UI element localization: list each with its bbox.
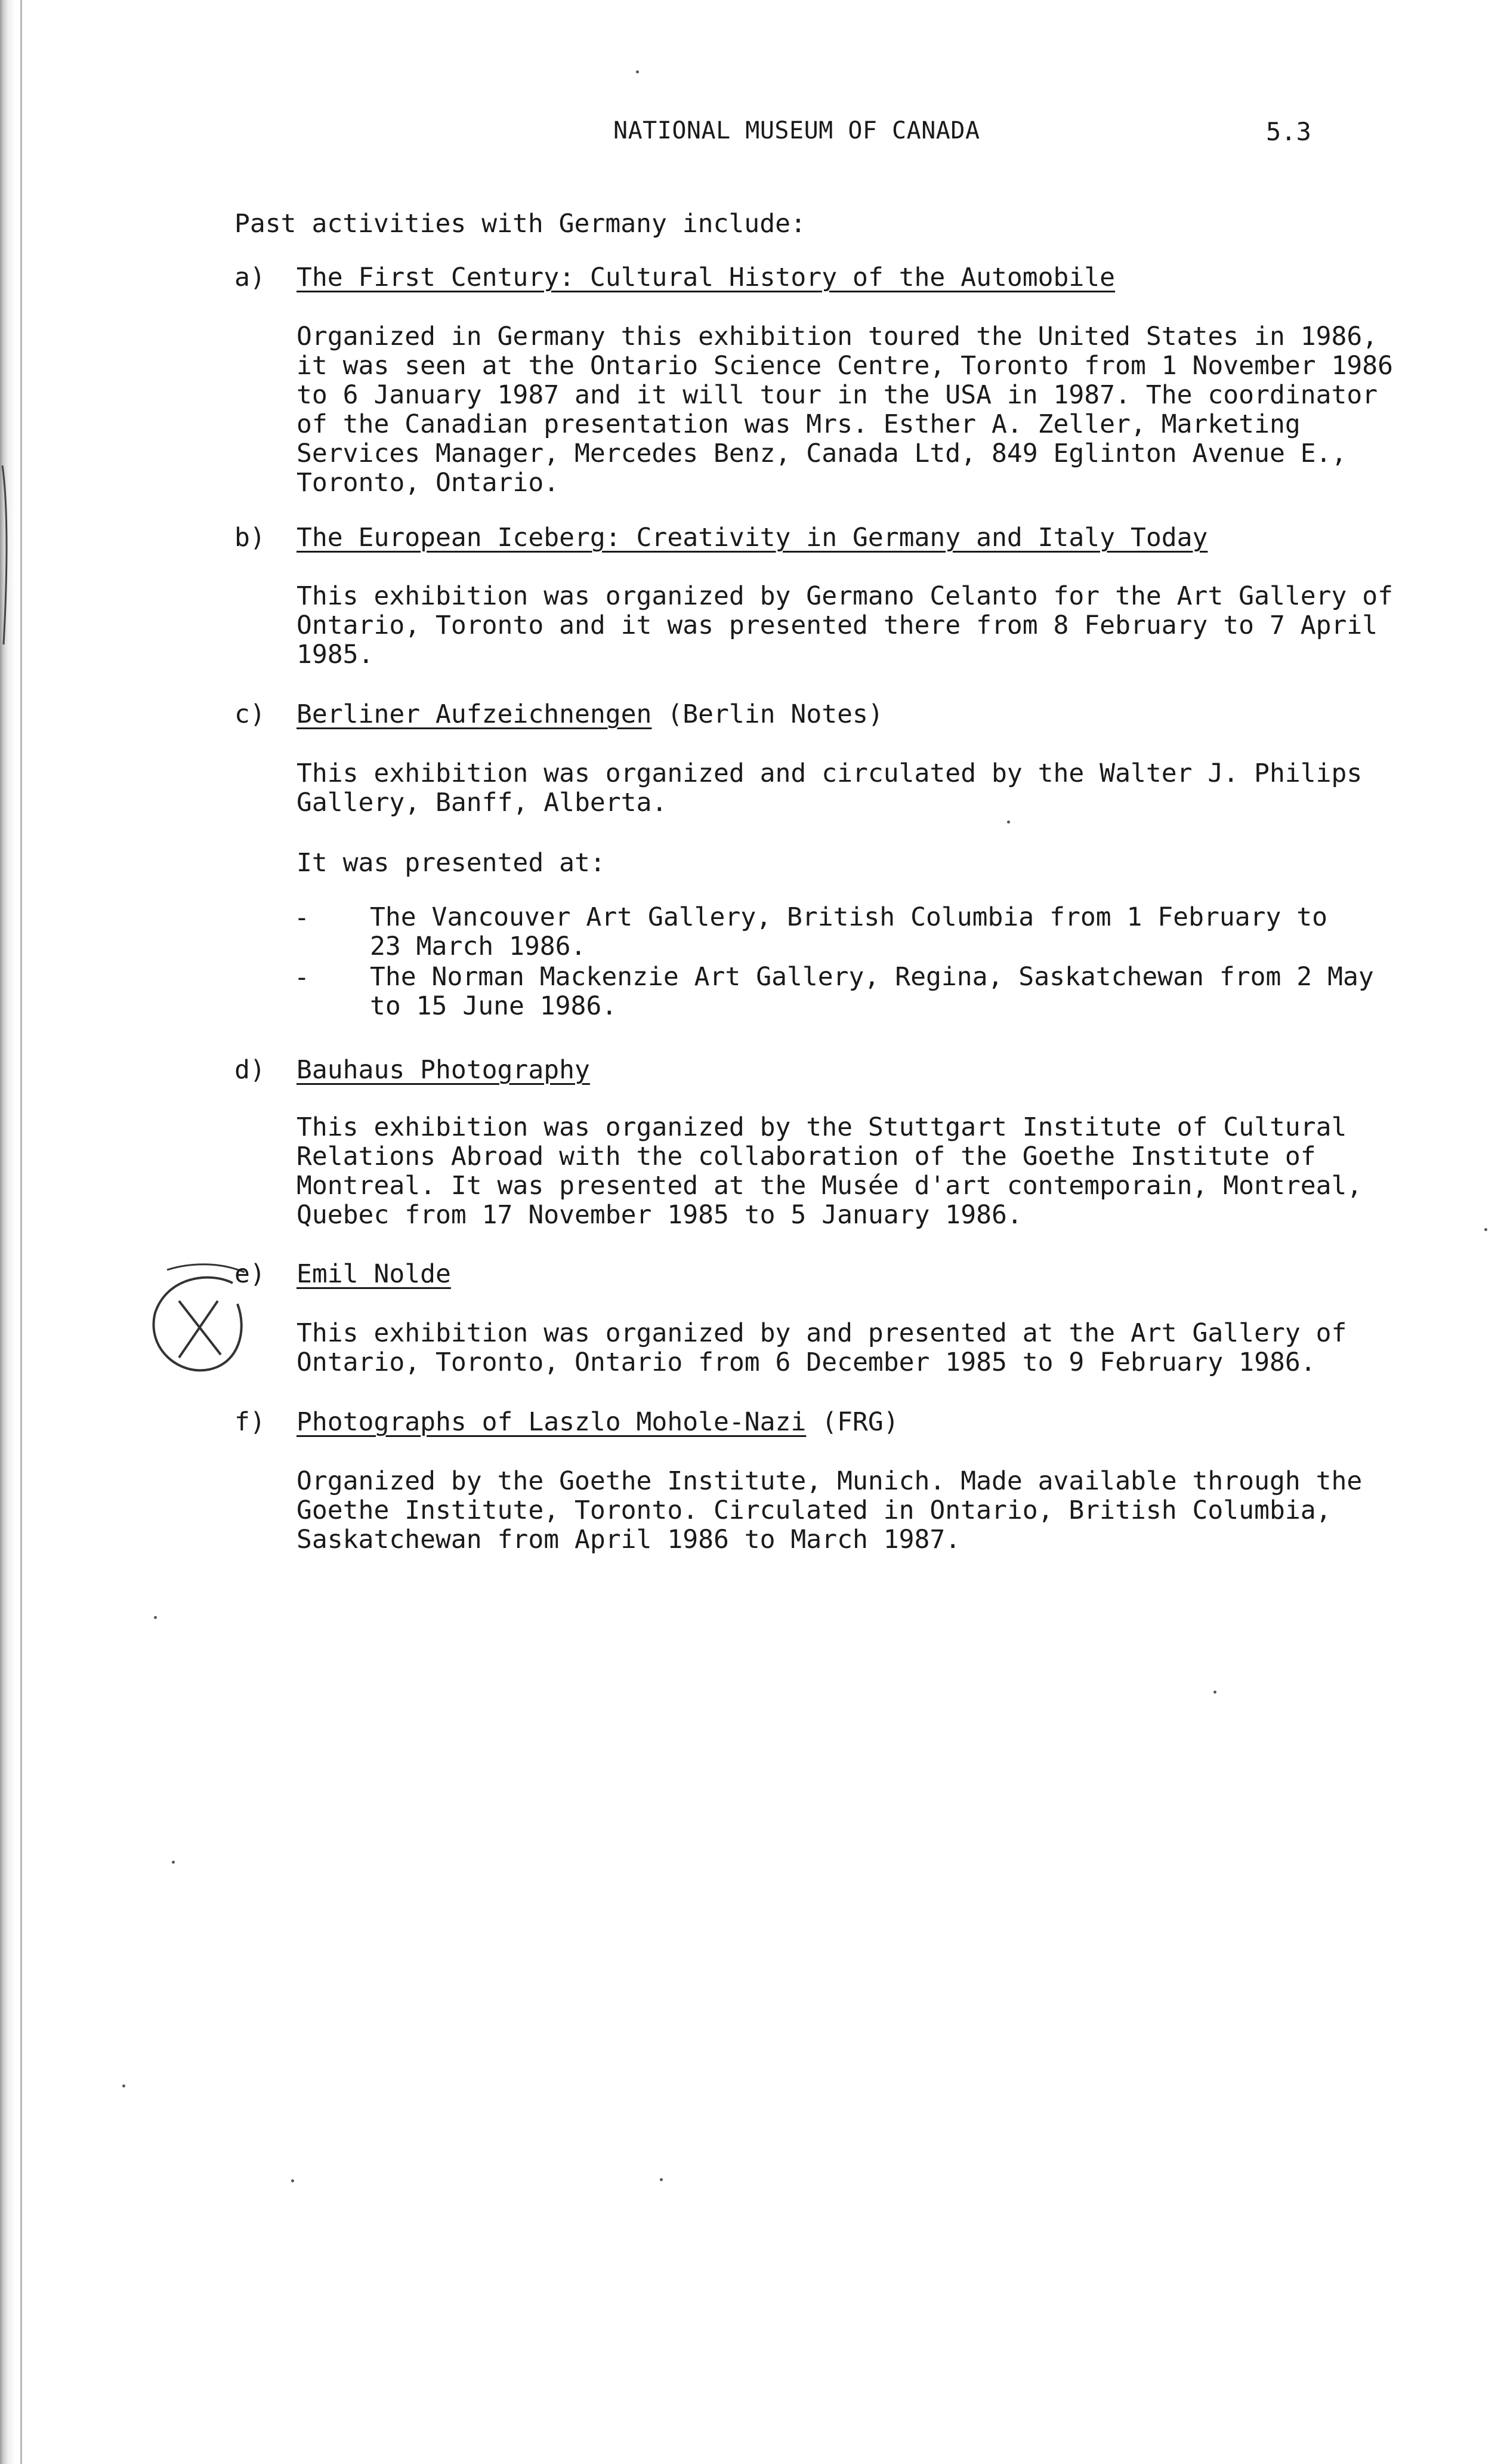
item-c-title-suffix: (Berlin Notes) [651,699,884,729]
item-c-title [297,699,884,729]
scan-edge-line [20,0,22,2464]
item-e-title [297,1259,451,1289]
item-d-title-text: Bauhaus Photography [297,1055,590,1085]
scan-speck [1213,1691,1216,1694]
item-c-bullet-2-dash: - [294,963,310,992]
item-c-bullet-1-text: The Vancouver Art Gallery, British Columbia from 1 February to 23 March 1986. [370,902,1328,961]
page-header-title: NATIONAL MUSEUM OF CANADA [613,117,980,144]
item-c-letter: c) [234,699,265,729]
scan-speck [291,2179,294,2182]
item-a-title-text: The First Century: Cultural History of the Automobile [297,263,1116,292]
item-c-body: This exhibition was organized and circulated by the Walter J. Philips Gallery, Banff, Alberta. [297,758,1363,818]
item-f-letter: f) [234,1407,265,1437]
scan-speck [122,2084,125,2087]
item-b-title [297,523,1207,553]
scan-speck [636,70,639,73]
scan-edge-shadow [0,0,16,2464]
item-c-bullet-1-dash: - [294,903,310,933]
scan-speck [1484,1228,1487,1231]
item-f-title-text: Photographs of Laszlo Mohole-Nazi [297,1407,807,1437]
scan-speck [172,1861,175,1864]
item-e-body: This exhibition was organized by and presented at the Art Gallery of Ontario, Toronto, Ontario from 6 December 1985 to 9 February 1986. [297,1318,1347,1377]
item-a-title [297,263,1115,292]
item-d-body: This exhibition was organized by the Stuttgart Institute of Cultural Relations Abroad with the collaboration of the Goethe Institute of Montreal. It was presented at the Musée d'art contemporain, Montreal, Quebec from 17 November 1985 to 5 January 1986. [297,1112,1363,1230]
item-e-letter: e) [234,1259,265,1289]
scan-speck [154,1616,157,1619]
item-a-body: Organized in Germany this exhibition toured the United States in 1986, it was seen at the Ontario Science Centre, Toronto from 1 November 1986 to 6 January 1987 and it will tour in the USA in 1987. The coordinator of the Canadian presentation was Mrs. Esther A. Zeller, Marketing Services Manager, Mercedes Benz, Canada Ltd, 849 Eglinton Avenue E., Toronto, Ontario. [297,322,1394,498]
item-c-presented-label: It was presented at: [297,848,606,878]
item-c-title-text: Berliner Aufzeichnengen [297,699,652,729]
item-c-bullet-2-text: The Norman Mackenzie Art Gallery, Regina, Saskatchewan from 2 May to 15 June 1986. [370,962,1374,1021]
item-f-body: Organized by the Goethe Institute, Munich. Made available through the Goethe Institute, Toronto. Circulated in Ontario, British Columbia, Saskatchewan from April 1986 to March 1987. [297,1466,1363,1555]
item-b-title-text: The European Iceberg: Creativity in Germany and Italy Today [297,523,1208,553]
item-b-body: This exhibition was organized by Germano Celanto for the Art Gallery of Ontario, Toronto and it was presented there from 8 February to 7 April 1985. [297,581,1394,670]
scan-speck [1007,821,1010,824]
item-a-letter: a) [234,263,265,292]
margin-bracket-mark [0,460,18,650]
item-d-title [297,1055,590,1085]
item-e-title-text: Emil Nolde [297,1259,451,1289]
page-number: 5.3 [1266,117,1311,146]
item-b-letter: b) [234,523,265,553]
item-d-letter: d) [234,1055,265,1085]
intro-text: Past activities with Germany include: [234,209,806,239]
item-f-title [297,1407,899,1437]
item-f-title-suffix: (FRG) [806,1407,899,1437]
scan-speck [660,2178,663,2181]
